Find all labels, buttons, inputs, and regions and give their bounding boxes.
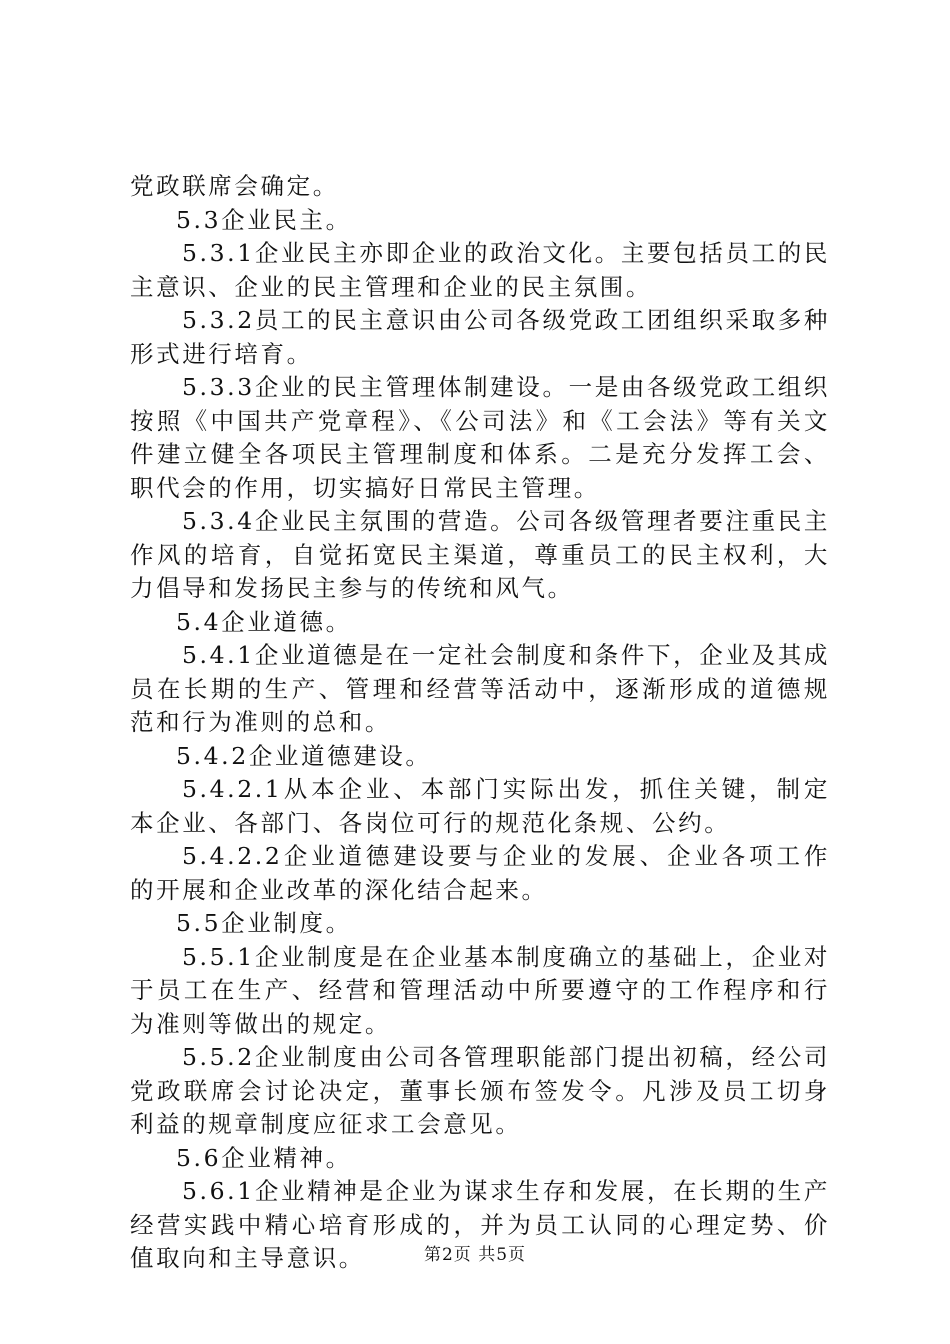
section-heading-5-3: 5.3企业民主。 bbox=[176, 205, 352, 234]
paragraph-5-6-1: 5.6.1企业精神是企业为谋求生存和发展，在长期的生产经营实践中精心培育形成的，并为员工认同的心理定势、价值取向和主导意识。 bbox=[130, 1177, 830, 1272]
paragraph-5-3-2: 5.3.2员工的民主意识由公司各级党政工团组织采取多种形式进行培育。 bbox=[130, 306, 830, 368]
paragraph-5-4-2-1: 5.4.2.1从本企业、本部门实际出发，抓住关键，制定本企业、各部门、各岗位可行的规范化条规、公约。 bbox=[130, 775, 830, 837]
page-number-footer: 第2页 共5页 bbox=[423, 1245, 527, 1265]
paragraph-5-4-2-2: 5.4.2.2企业道德建设要与企业的发展、企业各项工作的开展和企业改革的深化结合起来。 bbox=[130, 842, 830, 904]
section-heading-5-5: 5.5企业制度。 bbox=[176, 909, 352, 937]
paragraph-5-3-3: 5.3.3企业的民主管理体制建设。一是由各级党政工组织按照《中国共产党章程》、《公司法》和《工会法》等有关文件建立健全各项民主管理制度和体系。二是充分发挥工会、职代会的作用，切实搞好日常民主管理。 bbox=[130, 373, 830, 502]
paragraph-5-4-1: 5.4.1企业道德是在一定社会制度和条件下，企业及其成员在长期的生产、管理和经营等活动中，逐渐形成的道德规范和行为准则的总和。 bbox=[130, 641, 830, 736]
paragraph-5-5-2: 5.5.2企业制度由公司各管理职能部门提出初稿，经公司党政联席会讨论决定，董事长颁布签发令。凡涉及员工切身利益的规章制度应征求工会意见。 bbox=[130, 1043, 830, 1138]
paragraph-5-3-1: 5.3.1企业民主亦即企业的政治文化。主要包括员工的民主意识、企业的民主管理和企业的民主氛围。 bbox=[130, 239, 830, 301]
paragraph-continuation: 党政联席会确定。 bbox=[130, 172, 339, 200]
section-heading-5-4: 5.4企业道德。 bbox=[176, 607, 352, 636]
section-heading-5-6: 5.6企业精神。 bbox=[176, 1143, 352, 1172]
document-body bbox=[130, 170, 830, 1276]
subsection-heading-5-4-2: 5.4.2企业道德建设。 bbox=[176, 741, 432, 770]
paragraph-5-5-1: 5.5.1企业制度是在企业基本制度确立的基础上，企业对于员工在生产、经营和管理活动中所要遵守的工作程序和行为准则等做出的规定。 bbox=[130, 942, 830, 1038]
paragraph-5-3-4: 5.3.4企业民主氛围的营造。公司各级管理者要注重民主作风的培育，自觉拓宽民主渠道，尊重员工的民主权利，大力倡导和发扬民主参与的传统和风气。 bbox=[130, 507, 830, 602]
